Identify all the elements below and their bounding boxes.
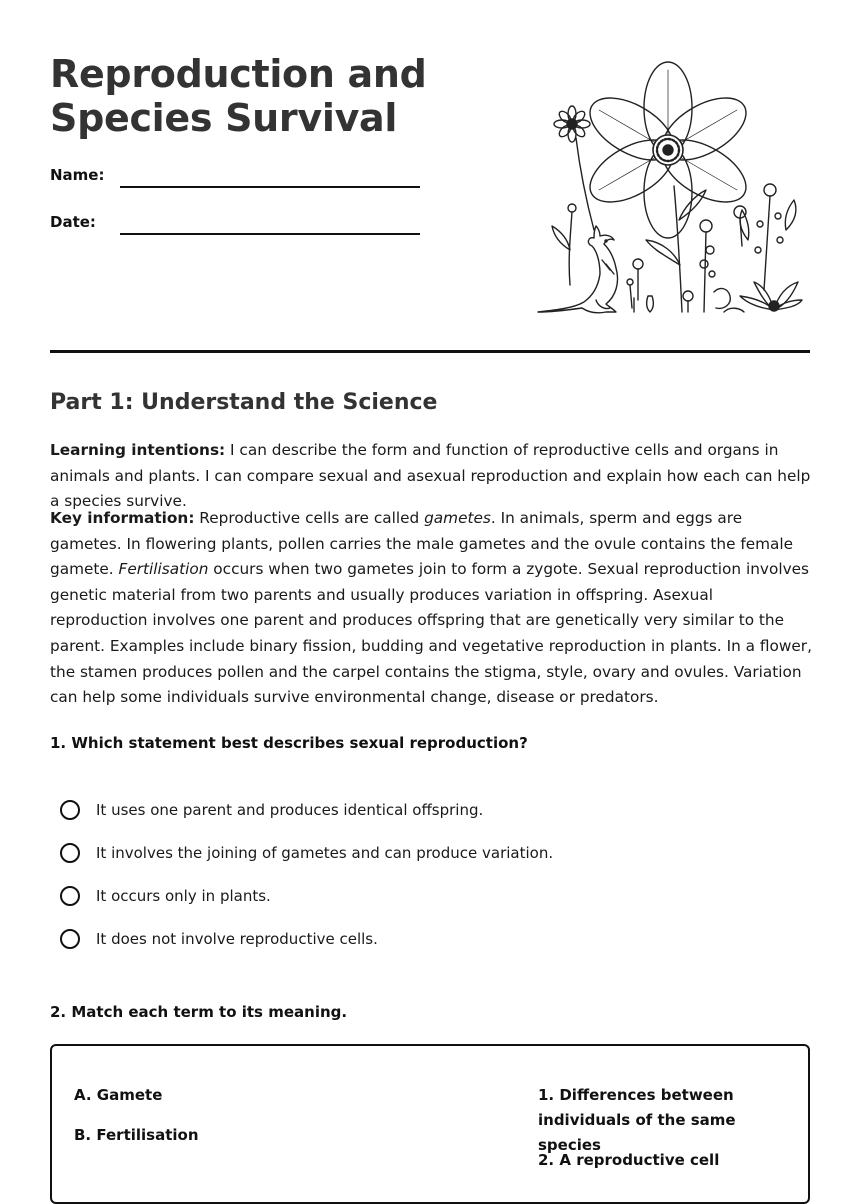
radio-button[interactable] — [60, 843, 80, 863]
title-line-2: Species Survival — [50, 96, 398, 140]
learning-intentions-label: Learning intentions: — [50, 441, 226, 459]
kangaroo-icon — [538, 226, 618, 313]
radio-button[interactable] — [60, 929, 80, 949]
option-d[interactable] — [60, 926, 378, 952]
radio-button[interactable] — [60, 886, 80, 906]
worksheet-title — [50, 52, 427, 140]
option-label: It does not involve reproductive cells. — [96, 930, 378, 948]
key-term-fertilisation: Fertilisation — [118, 560, 209, 579]
option-label: It occurs only in plants. — [96, 887, 271, 905]
title-line-1: Reproduction and — [50, 52, 427, 96]
key-term-gametes: gametes — [424, 509, 491, 527]
option-b[interactable] — [60, 840, 553, 866]
key-text-3: occurs when two gametes join to form a zygote. Sexual reproduction involves genetic material from two parents and usually produces variation in offspring. Asexual reproduction involves one parent and produces offspring that are genetically very similar to the parent. Examples include binary fission, budding and vegetative reproduction in plants. In a flower, the stamen produces pollen and the carpel contains the stigma, style, ovary and ovules. Variation can help some individuals survive environmental change, disease or predators. — [50, 560, 812, 707]
radio-button[interactable] — [60, 800, 80, 820]
key-information-label: Key information: — [50, 509, 195, 527]
big-flower-icon — [580, 62, 756, 312]
option-label: It uses one parent and produces identical offspring. — [96, 801, 484, 819]
question-2: 2. Match each term to its meaning. — [50, 1003, 348, 1021]
section-divider — [50, 350, 810, 353]
option-a[interactable] — [60, 797, 483, 823]
matching-box — [50, 1044, 810, 1204]
right-flowers-icon — [700, 184, 802, 312]
key-text-1: Reproductive cells are called — [194, 509, 425, 527]
option-label: It involves the joining of gametes and can produce variation. — [96, 844, 554, 862]
key-text-2: . In animals, sperm and eggs are gametes. In flowering plants, pollen carries the male gametes and the ovule contains the female gamete. — [50, 509, 794, 579]
learning-intentions-text: I can describe the form and function of reproductive cells and organs in animals and plants. I can compare sexual and asexual reproduction and explain how each can help a species survive. — [50, 441, 811, 511]
option-c[interactable] — [60, 883, 271, 909]
date-field[interactable] — [120, 233, 420, 235]
meaning-2[interactable]: 2. A reproductive cell — [538, 1151, 720, 1169]
name-label: Name: — [50, 166, 105, 184]
date-label: Date: — [50, 213, 96, 231]
meaning-1[interactable]: 1. Differences between individuals of the same species — [538, 1086, 736, 1154]
key-information — [50, 506, 812, 711]
term-b[interactable]: B. Fertilisation — [74, 1126, 199, 1144]
flower-kangaroo-illustration-icon — [534, 60, 804, 322]
learning-intentions — [50, 438, 812, 515]
name-field[interactable] — [120, 186, 420, 188]
term-a[interactable]: A. Gamete — [74, 1086, 163, 1104]
question-1: 1. Which statement best describes sexual reproduction? — [50, 734, 528, 752]
section-title: Part 1: Understand the Science — [50, 390, 438, 415]
